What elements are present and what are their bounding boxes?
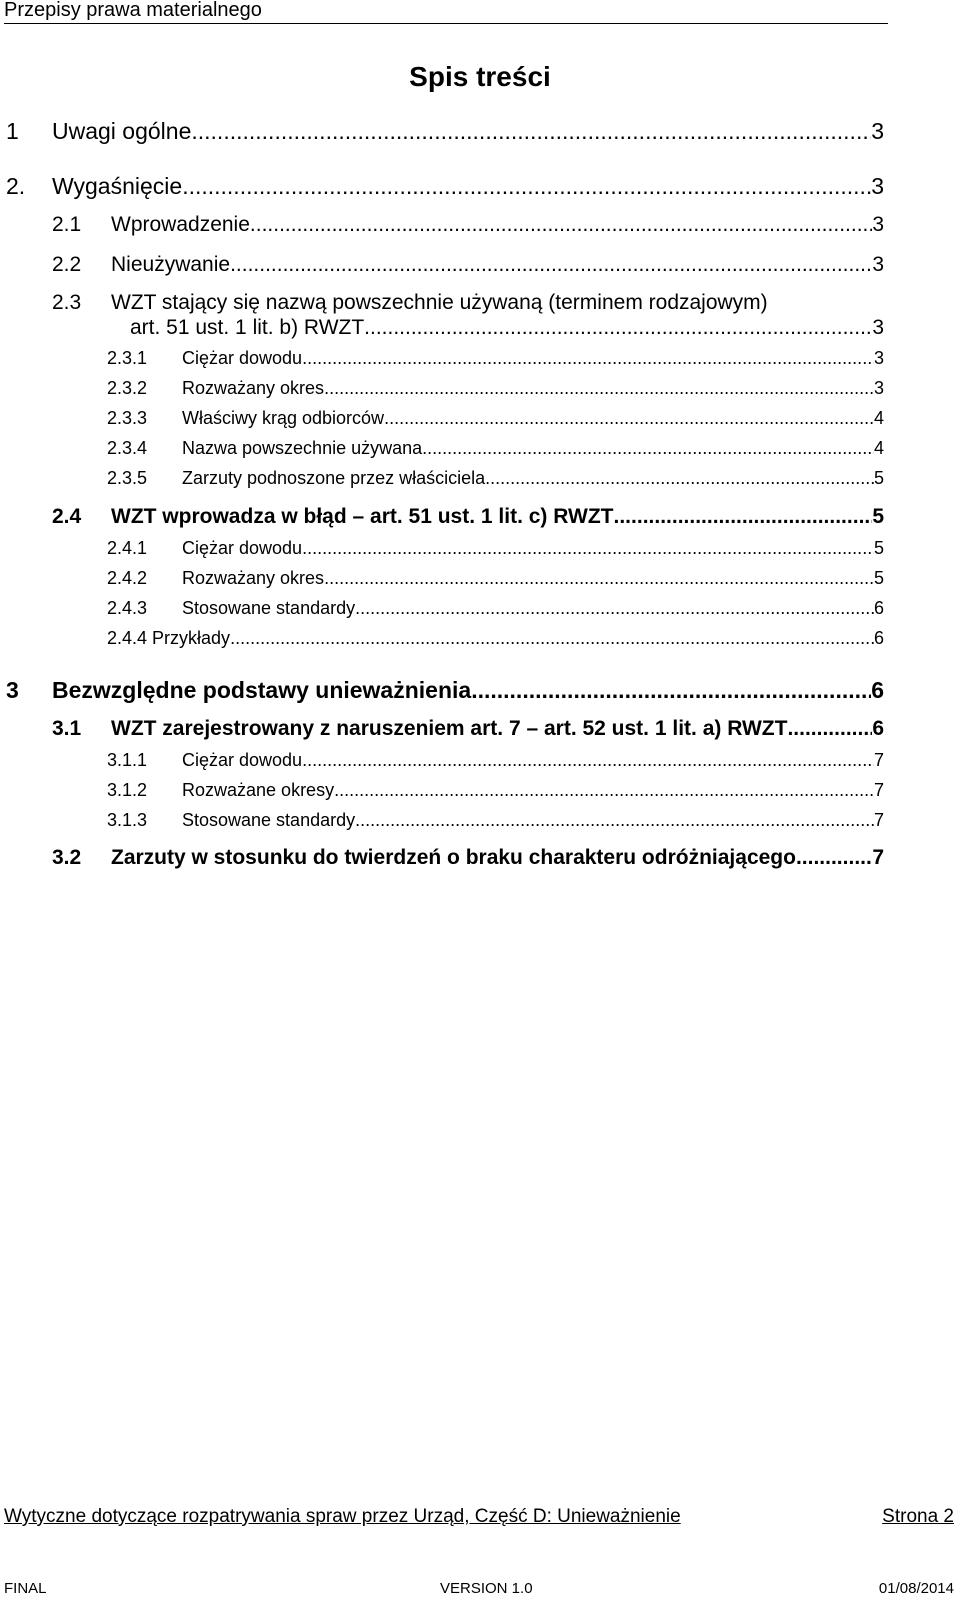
toc-entry-text: Właściwy krąg odbiorców bbox=[182, 408, 385, 428]
footer-date: 01/08/2014 bbox=[878, 1580, 954, 1597]
toc-entry-text: Rozważany okres bbox=[182, 378, 325, 398]
toc-entry-text: Nieużywanie bbox=[111, 253, 231, 276]
toc-entry[interactable] bbox=[107, 628, 884, 649]
toc-entry-text: Ciężar dowodu bbox=[182, 750, 303, 770]
toc-entry-number: 2.4 bbox=[52, 505, 82, 528]
toc-entry-page: 5 bbox=[873, 468, 884, 488]
toc-entry-page: 6 bbox=[872, 717, 884, 740]
toc-entry-number: 2.1 bbox=[52, 213, 82, 236]
toc-entry[interactable] bbox=[107, 348, 884, 369]
toc-entry-text: WZT wprowadza w błąd – art. 51 ust. 1 lit. c) RWZT bbox=[111, 505, 614, 528]
toc-entry[interactable] bbox=[107, 598, 884, 619]
toc-entry-number: 2.3.4 bbox=[107, 438, 148, 458]
toc-entry-page: 3 bbox=[872, 253, 884, 276]
toc-entry-text: Rozważany okres bbox=[182, 568, 325, 588]
toc-entry-page: 6 bbox=[873, 628, 884, 648]
toc-entry-page: 3 bbox=[873, 348, 884, 368]
toc-entry-text: Uwagi ogólne bbox=[52, 118, 192, 144]
toc-entry-text: WZT zarejestrowany z naruszeniem art. 7 – art. 52 ust. 1 lit. a) RWZT bbox=[111, 717, 788, 740]
toc-entry[interactable] bbox=[52, 505, 884, 529]
toc-leader-dots bbox=[230, 253, 872, 277]
toc-entry-page: 3 bbox=[871, 173, 884, 199]
toc-entry[interactable] bbox=[52, 253, 884, 277]
toc-entry-number: 2. bbox=[6, 173, 26, 199]
toc-entry-number: 2.3.5 bbox=[107, 468, 148, 488]
toc-entry-number: 2.4.3 bbox=[107, 598, 148, 618]
toc-entry-number: 2.3.1 bbox=[107, 348, 148, 368]
toc-entry-text: Bezwzględne podstawy unieważnienia bbox=[52, 677, 472, 703]
toc-entry[interactable] bbox=[107, 438, 884, 459]
toc-entry-number: 2.3.3 bbox=[107, 408, 148, 428]
footer-version: VERSION 1.0 bbox=[440, 1580, 533, 1597]
toc-entry-text: Stosowane standardy bbox=[182, 810, 356, 830]
toc-entry-text: Wygaśnięcie bbox=[52, 173, 183, 199]
toc-entry-number: 3.2 bbox=[52, 846, 82, 869]
toc-entry-page: 7 bbox=[873, 780, 884, 800]
footer-doc-title: Wytyczne dotyczące rozpatrywania spraw przez Urząd, Część D: Unieważnienie bbox=[4, 1506, 681, 1527]
toc-entry-page: 5 bbox=[873, 538, 884, 558]
toc-entry-number: 2.3 bbox=[52, 291, 82, 314]
toc-entry[interactable] bbox=[107, 568, 884, 589]
toc-entry[interactable] bbox=[52, 213, 884, 237]
page-footer bbox=[4, 1506, 954, 1528]
toc-entry-number: 3.1.1 bbox=[107, 750, 148, 770]
toc-leader-dots bbox=[364, 316, 872, 340]
toc-entry-page: 5 bbox=[873, 568, 884, 588]
toc-leader-dots bbox=[182, 173, 871, 199]
toc-entry-page: 4 bbox=[873, 408, 884, 428]
toc-entry-page: 3 bbox=[872, 316, 884, 339]
toc-entry-page: 7 bbox=[872, 846, 884, 869]
toc-entry[interactable] bbox=[107, 468, 884, 489]
toc-leader-dots bbox=[302, 538, 874, 559]
toc-entry-text: Ciężar dowodu bbox=[182, 348, 303, 368]
toc-entry[interactable] bbox=[107, 810, 884, 831]
toc-leader-dots bbox=[250, 213, 872, 237]
toc-entry[interactable] bbox=[6, 173, 884, 199]
toc-leader-dots bbox=[355, 810, 874, 831]
toc-leader-dots bbox=[334, 780, 874, 801]
toc-entry-number: 2.2 bbox=[52, 253, 82, 276]
toc-entry-number: 3.1.2 bbox=[107, 780, 148, 800]
toc-leader-dots bbox=[787, 717, 872, 741]
toc-leader-dots bbox=[384, 408, 874, 429]
toc-entry-text: Rozważane okresy bbox=[182, 780, 335, 800]
header-rule bbox=[4, 23, 888, 24]
toc-entry-number: 1 bbox=[6, 118, 19, 144]
toc-leader-dots bbox=[485, 468, 874, 489]
toc-entry[interactable] bbox=[107, 538, 884, 559]
toc-entry-text: Nazwa powszechnie używana bbox=[182, 438, 423, 458]
toc-leader-dots bbox=[324, 568, 874, 589]
toc-entry-text: Stosowane standardy bbox=[182, 598, 356, 618]
toc-entry[interactable] bbox=[6, 118, 884, 144]
toc-leader-dots bbox=[324, 378, 874, 399]
toc-entry-page: 7 bbox=[873, 810, 884, 830]
toc-entry-page: 3 bbox=[871, 118, 884, 144]
toc-entry[interactable] bbox=[107, 780, 884, 801]
toc-entry-number: 3.1.3 bbox=[107, 810, 148, 830]
toc-entry-number: 2.4.1 bbox=[107, 538, 148, 558]
toc-entry[interactable] bbox=[130, 316, 884, 340]
footer-status: FINAL bbox=[4, 1580, 47, 1597]
toc-entry[interactable] bbox=[52, 846, 884, 870]
toc-entry-number: 2.3.2 bbox=[107, 378, 148, 398]
toc-entry-page: 6 bbox=[873, 598, 884, 618]
toc-entry-text: Zarzuty podnoszone przez właściciela bbox=[182, 468, 486, 488]
toc-leader-dots bbox=[230, 628, 874, 649]
toc-entry-page: 7 bbox=[873, 750, 884, 770]
toc-leader-dots bbox=[302, 348, 874, 369]
toc-leader-dots bbox=[191, 118, 871, 144]
toc-entry-number: 3 bbox=[6, 677, 19, 703]
toc-entry-text: art. 51 ust. 1 lit. b) RWZT bbox=[130, 316, 365, 339]
toc-entry[interactable] bbox=[6, 677, 884, 703]
toc-entry-text: Wprowadzenie bbox=[111, 213, 250, 236]
running-header: Przepisy prawa materialnego bbox=[4, 0, 262, 21]
toc-entry[interactable] bbox=[52, 717, 884, 741]
toc-entry-page: 4 bbox=[873, 438, 884, 458]
toc-entry[interactable] bbox=[107, 408, 884, 429]
toc-title: Spis treści bbox=[409, 61, 551, 92]
toc-entry-page: 3 bbox=[872, 213, 884, 236]
toc-leader-dots bbox=[355, 598, 874, 619]
toc-entry[interactable] bbox=[107, 378, 884, 399]
toc-entry-text: 2.4.4 Przykłady bbox=[107, 628, 231, 648]
toc-entry-text: Ciężar dowodu bbox=[182, 538, 303, 558]
toc-entry[interactable] bbox=[107, 750, 884, 771]
toc-entry-number: 3.1 bbox=[52, 717, 82, 740]
toc-leader-dots bbox=[471, 677, 871, 703]
toc-leader-dots bbox=[614, 505, 873, 529]
toc-leader-dots bbox=[302, 750, 874, 771]
footer-page-number: Strona 2 bbox=[882, 1506, 954, 1527]
toc-leader-dots bbox=[422, 438, 874, 459]
toc-entry-text-line1: WZT stający się nazwą powszechnie używaną (terminem rodzajowym) bbox=[111, 291, 768, 314]
toc-leader-dots bbox=[796, 846, 872, 870]
toc-entry-text: Zarzuty w stosunku do twierdzeń o braku charakteru odróżniającego bbox=[111, 846, 796, 869]
toc-entry-page: 6 bbox=[871, 677, 884, 703]
toc-entry-page: 5 bbox=[872, 505, 884, 528]
toc-entry-page: 3 bbox=[873, 378, 884, 398]
toc-entry-number: 2.4.2 bbox=[107, 568, 148, 588]
